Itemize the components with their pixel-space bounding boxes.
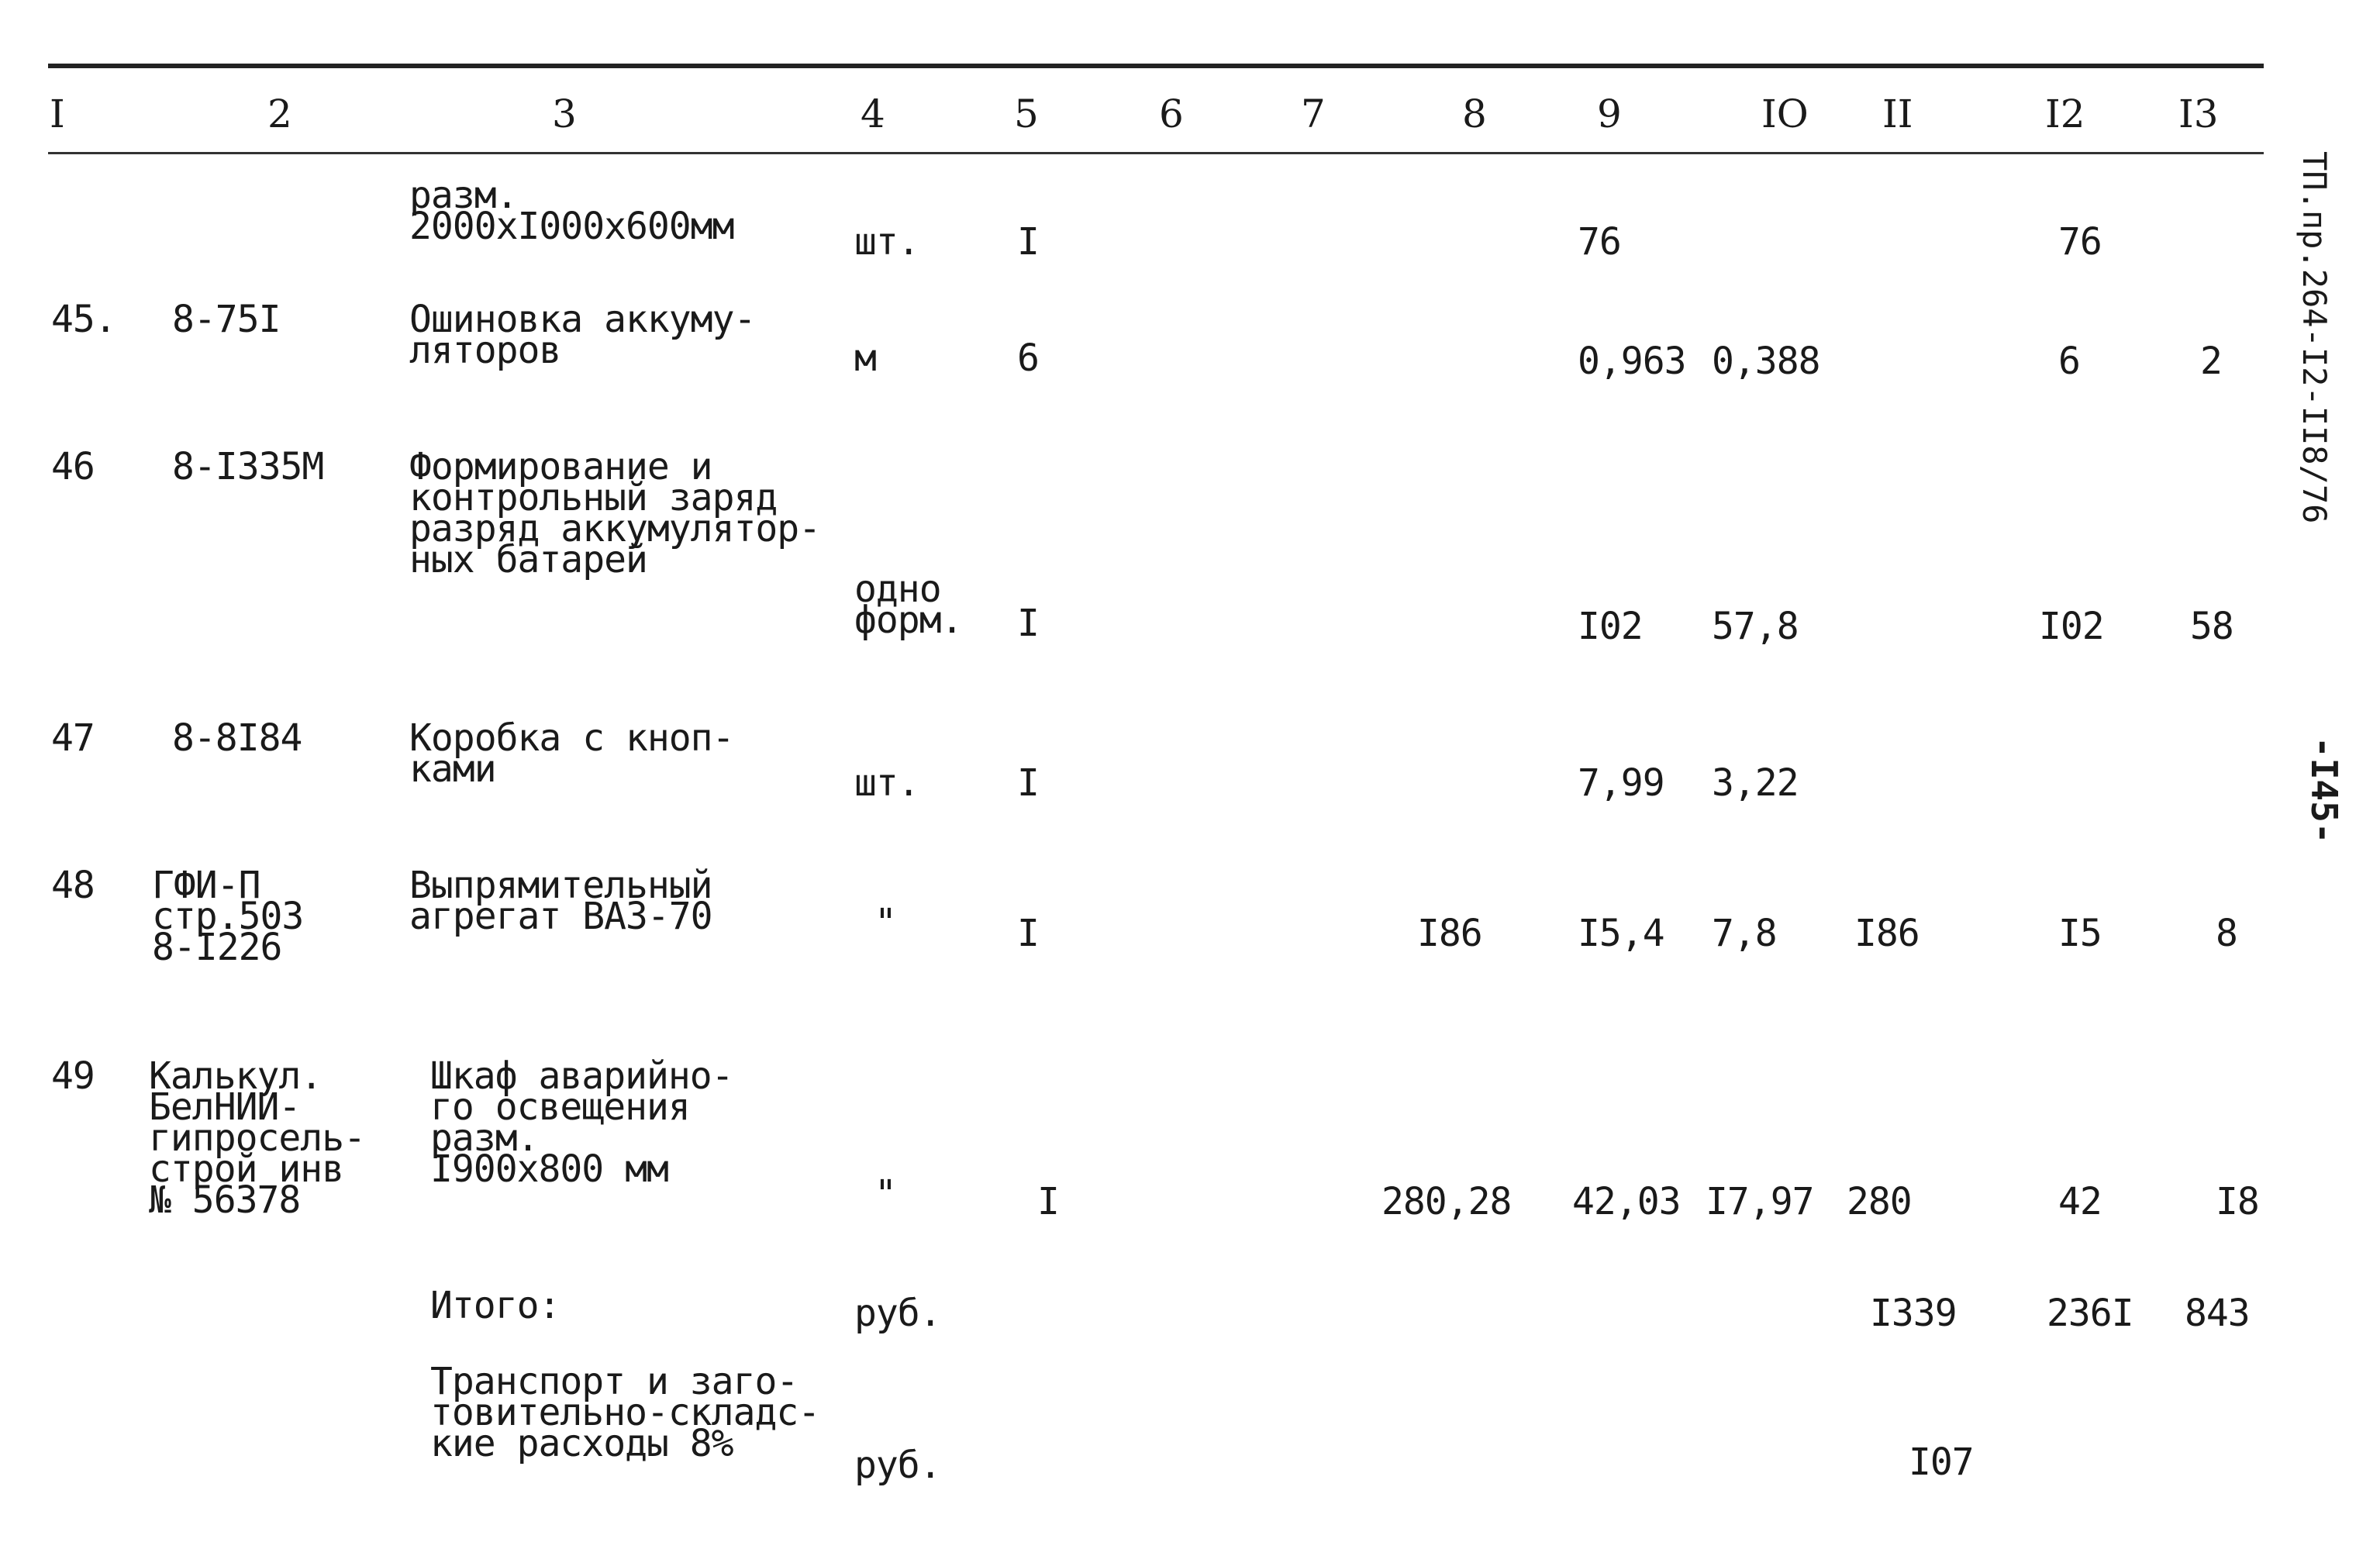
row-45-code: 8-75I [172, 298, 281, 341]
row-47-qty: I [1017, 761, 1039, 805]
row-47-col10: 3,22 [1712, 761, 1799, 805]
col-header-13: I3 [2178, 91, 2219, 136]
col-header-11: II [1882, 91, 1913, 136]
row-45-col12: 6 [2058, 340, 2080, 383]
row-0-qty: I [1017, 220, 1039, 264]
row-47-number: 47 [51, 716, 95, 760]
row-49-col9: 42,03 [1572, 1180, 1681, 1223]
row-49-unit: " [874, 1172, 896, 1216]
row-46-col10: 57,8 [1712, 605, 1799, 648]
row-46-unit: одно форм. [854, 568, 963, 642]
row-48-col10: 7,8 [1712, 912, 1777, 955]
totals-col11: I339 [1870, 1292, 1957, 1335]
row-49-description: Шкаф аварийно- го освещения разм. I900х800 мм [430, 1054, 733, 1191]
row-48-code: ГФИ-П стр.503 8-I226 [152, 864, 304, 969]
row-49-col10: I7,97 [1706, 1180, 1814, 1223]
row-47-unit: шт. [854, 761, 919, 805]
row-48-unit: " [874, 901, 896, 944]
col-header-10: IO [1761, 91, 1809, 136]
row-46-col9: I02 [1578, 605, 1643, 648]
row-46-col12: I02 [2039, 605, 2104, 648]
row-45-col13: 2 [2200, 340, 2222, 383]
row-45-unit: м [854, 336, 876, 380]
row-0-description: разм. 2000хI000х600мм [409, 174, 734, 248]
document-code: ТП.пр.264-I2-II8/76 [2295, 151, 2333, 524]
row-49-col11: 280 [1847, 1180, 1912, 1223]
row-47-col9: 7,99 [1578, 761, 1664, 805]
col-header-2: 2 [267, 91, 292, 136]
row-45-col9: 0,963 [1578, 340, 1686, 383]
row-0-unit: шт. [854, 220, 919, 264]
row-49-code: Калькул. БелНИИ- гипросель- строй инв № 56378 [149, 1054, 365, 1222]
totals-unit: руб. [854, 1292, 941, 1335]
row-45-qty: 6 [1017, 336, 1039, 380]
row-0-col9: 76 [1578, 220, 1621, 264]
row-47-code: 8-8I84 [172, 716, 302, 760]
row-48-description: Выпрямительный агрегат ВАЗ-70 [409, 864, 712, 938]
row-48-col13: 8 [2216, 912, 2237, 955]
row-49-qty: I [1037, 1180, 1059, 1223]
row-48-qty: I [1017, 912, 1039, 955]
row-48-col9: I5,4 [1578, 912, 1664, 955]
row-46-qty: I [1017, 602, 1039, 645]
row-49-col13: I8 [2216, 1180, 2259, 1223]
col-header-12: I2 [2045, 91, 2085, 136]
row-48-col11: I86 [1854, 912, 1920, 955]
col-header-5: 5 [1014, 91, 1039, 136]
totals-col12: 236I [2047, 1292, 2133, 1335]
transport-label: Транспорт и заго- товительно-складс- кие расходы 8% [430, 1360, 820, 1465]
col-header-9: 9 [1597, 91, 1622, 136]
row-49-number: 49 [51, 1054, 95, 1098]
col-header-1: I [50, 91, 65, 136]
row-48-col8: I86 [1417, 912, 1482, 955]
totals-col13: 843 [2185, 1292, 2250, 1335]
header-rule [48, 152, 2264, 154]
table-top-rule [48, 64, 2264, 68]
row-49-col12: 42 [2058, 1180, 2102, 1223]
row-49-col8: 280,28 [1381, 1180, 1512, 1223]
totals-label: Итого: [430, 1284, 561, 1327]
col-header-6: 6 [1159, 91, 1184, 136]
row-48-col12: I5 [2058, 912, 2102, 955]
row-45-number: 45. [51, 298, 116, 341]
page-number: -I45- [2303, 737, 2345, 844]
row-45-description: Ошиновка аккуму- ляторов [409, 298, 756, 372]
col-header-7: 7 [1301, 91, 1326, 136]
row-0-col12: 76 [2058, 220, 2102, 264]
col-header-8: 8 [1462, 91, 1487, 136]
row-45-col10: 0,388 [1712, 340, 1820, 383]
row-48-number: 48 [51, 864, 95, 907]
transport-value: I07 [1909, 1440, 1974, 1484]
row-46-col13: 58 [2190, 605, 2233, 648]
row-46-description: Формирование и контрольный заряд разряд аккумулятор- ных батарей [409, 445, 821, 581]
row-46-number: 46 [51, 445, 95, 488]
row-46-code: 8-I335М [172, 445, 324, 488]
col-header-4: 4 [861, 91, 885, 136]
row-47-description: Коробка с кноп- ками [409, 716, 734, 791]
transport-unit: руб. [854, 1444, 941, 1487]
col-header-3: 3 [552, 91, 577, 136]
